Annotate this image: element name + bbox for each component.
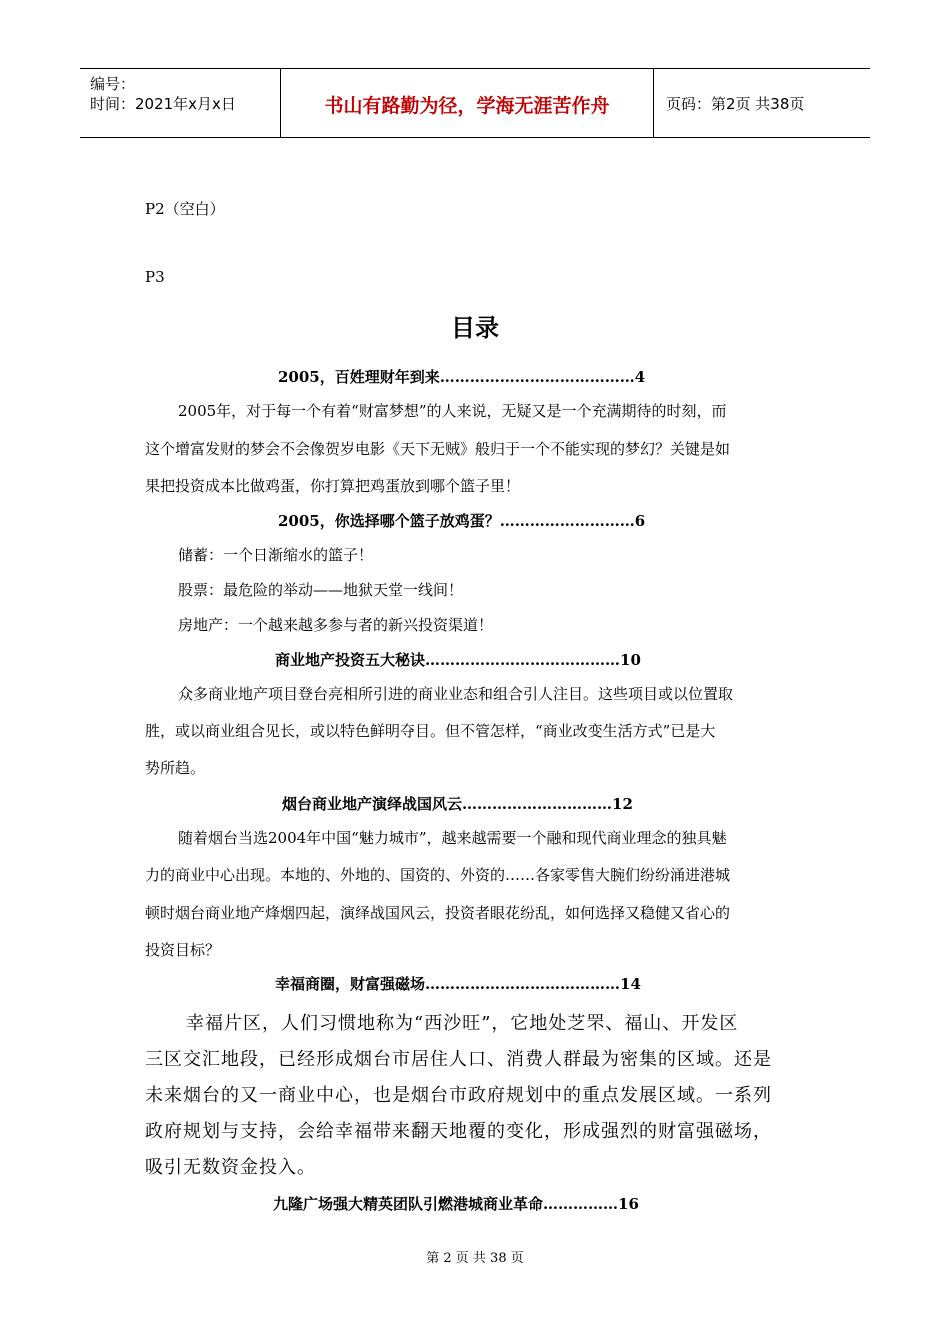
- page-footer: 第 2 页 共 38 页: [426, 1251, 524, 1266]
- page-header: [80, 68, 870, 138]
- summary-line: 房地产：一个越来越多参与者的新兴投资渠道！: [178, 616, 494, 634]
- summary-line: 力的商业中心出现。本地的、外地的、国资的、外资的……各家零售大腕们纷纷涌进港城: [145, 866, 731, 884]
- summary-line: 储蓄：一个日渐缩水的篮子！: [178, 546, 374, 564]
- summary-line: 果把投资成本比做鸡蛋，你打算把鸡蛋放到哪个篮子里！: [145, 477, 521, 495]
- summary-line: 随着烟台当选2004年中国“魅力城市”，越来越需要一个融和现代商业理念的独具魅: [178, 829, 727, 847]
- p2-label: P2（空白）: [145, 200, 225, 218]
- toc-heading: 2005，你选择哪个篮子放鸡蛋？………………………6: [278, 512, 646, 530]
- header-motto: 书山有路勤为径，学海无涯苦作舟: [324, 95, 610, 117]
- summary-line: 势所趋。: [145, 759, 206, 777]
- p3-label: P3: [145, 268, 165, 286]
- summary-line: 投资目标？: [145, 941, 221, 959]
- summary-line: 胜，或以商业组合见长，或以特色鲜明夺目。但不管怎样，“商业改变生活方式”已是大: [145, 722, 716, 740]
- toc-heading: 烟台商业地产演绎战国风云…………………………12: [282, 795, 633, 813]
- toc-heading: 幸福商圈，财富强磁场…………………………………14: [275, 975, 641, 993]
- summary-line: 三区交汇地段，已经形成烟台市居住人口、消费人群最为密集的区域。还是: [145, 1049, 772, 1070]
- summary-line: 2005年，对于每一个有着“财富梦想”的人来说，无疑又是一个充满期待的时刻，而: [178, 402, 727, 420]
- summary-line: 政府规划与支持，会给幸福带来翻天地覆的变化，形成强烈的财富强磁场，: [145, 1121, 772, 1142]
- summary-line: 顿时烟台商业地产烽烟四起，演绎战国风云，投资者眼花纷乱，如何选择又稳健又省心的: [145, 904, 731, 922]
- toc-title: 目录: [451, 314, 499, 342]
- toc-heading: 2005，百姓理财年到来…………………………………4: [278, 368, 646, 386]
- time-label: 时间：2021年x月x日: [90, 95, 236, 113]
- serial-label: 编号：: [90, 75, 136, 93]
- summary-line: 众多商业地产项目登台亮相所引进的商业业态和组合引人注目。这些项目或以位置取: [178, 685, 734, 703]
- toc-heading: 商业地产投资五大秘诀…………………………………10: [275, 651, 641, 669]
- summary-line: 未来烟台的又一商业中心，也是烟台市政府规划中的重点发展区域。一系列: [145, 1085, 772, 1106]
- toc-heading: 九隆广场强大精英团队引燃港城商业革命……………16: [273, 1195, 639, 1213]
- header-left-cell: [80, 69, 281, 137]
- header-page-info: 页码：第2页 共38页: [666, 95, 805, 113]
- summary-line: 这个增富发财的梦会不会像贺岁电影《天下无贼》般归于一个不能实现的梦幻？关键是如: [145, 440, 731, 458]
- summary-line: 股票：最危险的举动——地狱天堂一线间！: [178, 581, 464, 599]
- summary-line: 幸福片区，人们习惯地称为“西沙旺”，它地处芝罘、福山、开发区: [186, 1013, 739, 1034]
- header-page-cell: [654, 69, 870, 137]
- header-motto-cell: [281, 69, 654, 137]
- summary-line: 吸引无数资金投入。: [145, 1157, 316, 1178]
